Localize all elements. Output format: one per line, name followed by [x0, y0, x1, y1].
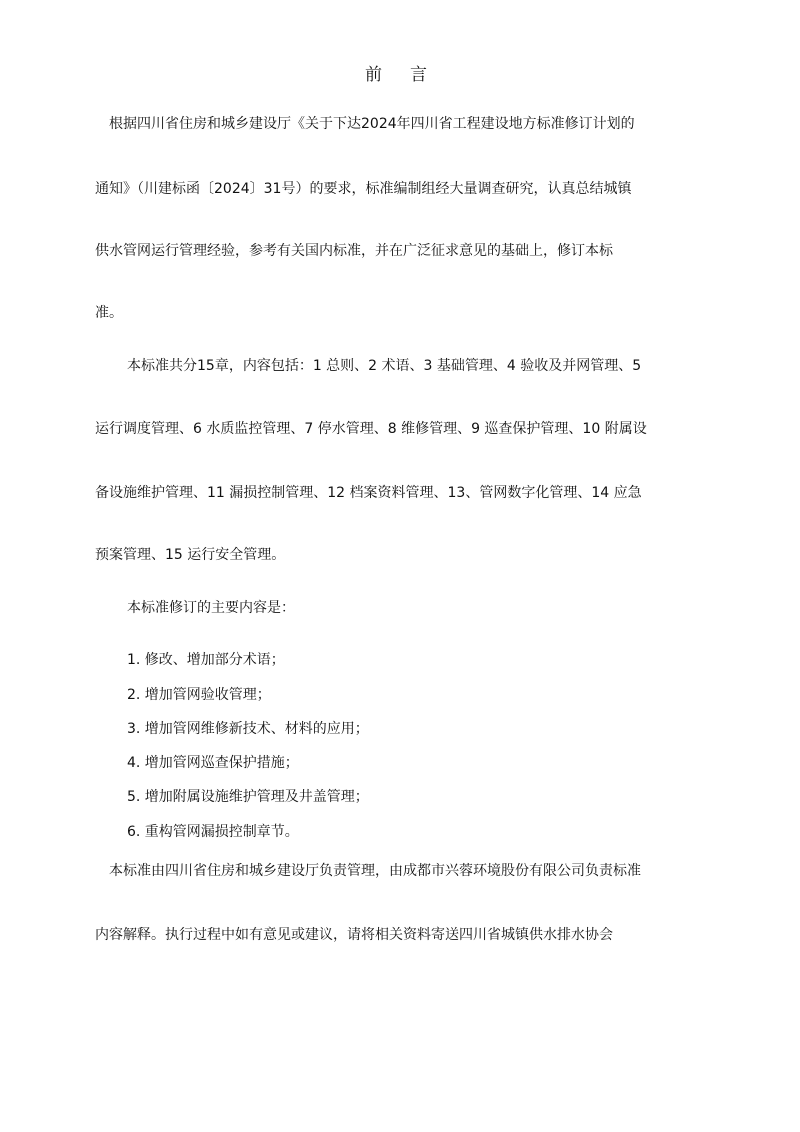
paragraph-1-line-3: 供水管网运行管理经验，参考有关国内标准，并在广泛征求意见的基础上，修订本标 [95, 243, 613, 259]
revision-item-6: 6. 重构管网漏损控制章节。 [127, 824, 299, 840]
revision-item-2: 2. 增加管网验收管理； [127, 687, 271, 703]
paragraph-1-line-2: 通知》（川建标函〔2024〕31号）的要求，标准编制组经大量调查研究，认真总结城镇 [95, 181, 632, 197]
paragraph-2-line-2: 运行调度管理、6 水质监控管理、7 停水管理、8 维修管理、9 巡查保护管理、10 附属设 [95, 421, 647, 437]
page-title: 前言 [365, 65, 455, 85]
paragraph-3-line-1: 本标准由四川省住房和城乡建设厅负责管理，由成都市兴蓉环境股份有限公司负责标准 [109, 863, 641, 879]
paragraph-2-line-3: 备设施维护管理、11 漏损控制管理、12 档案资料管理、13、管网数字化管理、14 应急 [95, 485, 642, 501]
paragraph-2-line-4: 预案管理、15 运行安全管理。 [95, 547, 286, 563]
paragraph-1-line-4: 准。 [95, 305, 123, 321]
paragraph-1-line-1: 根据四川省住房和城乡建设厅《关于下达2024年四川省工程建设地方标准修订计划的 [109, 116, 635, 132]
revision-item-1: 1. 修改、增加部分术语； [127, 652, 285, 668]
revision-item-4: 4. 增加管网巡查保护措施； [127, 755, 299, 771]
paragraph-3-line-2: 内容解释。执行过程中如有意见或建议，请将相关资料寄送四川省城镇供水排水协会 [95, 927, 613, 943]
revision-item-3: 3. 增加管网维修新技术、材料的应用； [127, 721, 369, 737]
revision-intro: 本标准修订的主要内容是： [127, 600, 295, 616]
revision-item-5: 5. 增加附属设施维护管理及井盖管理； [127, 789, 369, 805]
paragraph-2-line-1: 本标准共分15章，内容包括：1 总则、2 术语、3 基础管理、4 验收及并网管理、5 [127, 358, 642, 374]
